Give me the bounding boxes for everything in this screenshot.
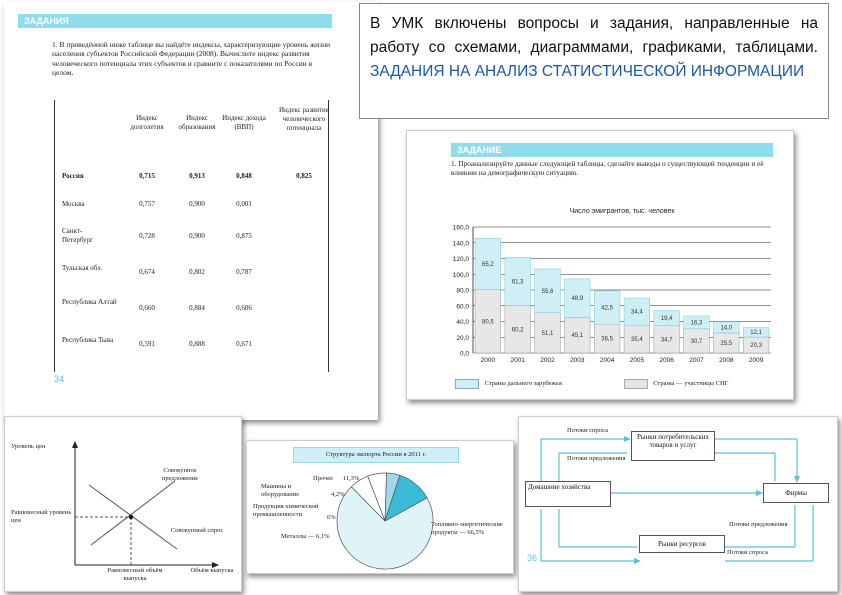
flow-supply-right-label: Потоки предложения [729,521,788,528]
pie-label-chemical: Продукция химической промышленности [253,503,319,518]
flow-arrow [794,476,800,483]
column-header-income: Индекс дохода (ВВП) [222,114,266,131]
column-header-education: Индекс образования [178,114,216,131]
data-label-cis: 20,3 [750,343,762,350]
legend-swatch-far [455,379,479,389]
page-number: 34 [54,374,65,384]
data-label-far-abroad: 19,4 [660,316,673,323]
row-value: 0,757 [139,200,155,208]
supply-label: Совокупное предложение [161,467,199,482]
data-label-cis: 45,1 [571,333,584,340]
x-tick-label: 2004 [599,357,615,364]
row-value: 0,900 [189,200,205,208]
y-tick-label: 140,0 [452,240,469,248]
row-value: 0,888 [189,340,205,348]
flow-arrow [624,436,631,442]
table-vertical-rule [54,100,55,372]
legend-swatch-cis [624,379,648,389]
row-value: 0,884 [189,304,205,312]
row-value: 0,913 [189,172,205,180]
row-region: Санкт-Петербург [62,227,93,244]
row-region: Москва [62,200,85,208]
chart-legend [455,379,785,389]
price-axis-label: Уровень цен [11,443,46,450]
data-label-cis: 30,7 [690,338,703,345]
x-tick-label: 2001 [510,357,525,364]
row-value: 0,875 [236,232,252,240]
goods-market-box: Рынки потребительских товаров и услуг [631,431,715,461]
x-tick-label: 2006 [659,357,674,364]
row-region: Республика Тыва [62,336,114,344]
y-tick-label: 0,0 [459,350,469,358]
flow-panel [518,416,838,592]
pie-label-machinery-value: 4,2% [331,491,345,498]
pie-label-fuel: Топливно-энергетические продукты — 66,5% [431,521,503,536]
equilibrium-price-label: Равновесный уровень цен [11,509,72,524]
row-value: 0,787 [236,268,252,276]
x-tick-label: 2003 [570,357,585,364]
chart-panel-header: ЗАДАНИЕ [451,143,773,157]
table-panel [4,2,378,420]
demand-label: Совокупный спрос [170,527,224,534]
flow-demand-bottom-label: Потоки спроса [727,549,768,556]
callout-text: В УМК включены вопросы и задания, направленные на работу со схемами, диаграммами, графиками, таблицами. [370,15,818,56]
firms-box: Фирмы [763,483,829,503]
row-value: 0,715 [139,172,155,180]
row-value: 0,848 [236,172,252,180]
table-vertical-rule-right [328,100,329,372]
row-value: 0,728 [139,232,155,240]
output-axis-label: Объём выпуска [190,567,234,574]
table-panel-header: ЗАДАНИЯ [18,14,332,28]
row-value: 0,825 [296,172,312,180]
y-tick-label: 80,0 [456,287,469,295]
data-label-cis: 25,5 [720,340,733,347]
flow-arrow [756,490,763,496]
pie-label-machinery-text: Машины и оборудование [261,483,300,498]
table-panel-task: 1. В приведённой ниже таблице вы найдёте индексы, характеризующие уровень жизни населения субъектов Российской Федерации (2008). Вычислите индекс развития человеческого потенциала этих субъектов и сравните с показателями по России в целом. [52,40,331,78]
x-tick-label: 2002 [540,357,555,364]
row-region: Россия [62,172,84,180]
chart-title: Число эмигрантов, тыс. человек [569,208,675,215]
pie-label-chemical-value: 6% [327,514,336,521]
row-value: 0,660 [139,304,155,312]
chart-panel [406,130,794,400]
data-label-far-abroad: 34,4 [631,309,643,316]
pie-panel [246,440,514,574]
data-label-far-abroad: 12,1 [750,330,762,337]
y-tick-label: 160,0 [452,224,469,232]
callout-textbox [359,3,829,119]
y-tick-label: 40,0 [456,319,469,326]
emigrants-bar-chart [407,131,795,401]
data-label-cis: 51,1 [541,330,554,337]
equilibrium-point [129,515,133,519]
equilibrium-output-label: Равновесный объём выпуска [107,567,163,582]
callout-highlight: ЗАДАНИЯ НА АНАЛИЗ СТАТИСТИЧЕСКОЙ ИНФОРМАЦИИ [370,63,805,80]
column-header-hdi: Индекс развития человеческого потенциала [278,106,329,132]
column-header-longevity: Индекс долголетия [130,114,164,131]
legend-item-cis [624,380,729,387]
pie-label-fuel-text: Топливно-энергетические продукты [431,521,503,536]
pie-label-metals-value: 6,1% [316,533,330,540]
legend-item-far [455,380,564,387]
data-label-cis: 60,2 [511,327,524,334]
pie-label-fuel-value: 66,5% [467,528,485,536]
x-tick-label: 2005 [629,357,645,364]
data-label-far-abroad: 14,0 [720,325,733,332]
y-tick-label: 100,0 [452,271,469,279]
row-value: 0,606 [236,304,252,312]
legend-label-far: Страны дальнего зарубежья [484,380,562,388]
y-axis-arrow [72,441,78,448]
row-region: Тульская обл. [62,264,103,272]
y-tick-label: 60,0 [456,303,469,311]
data-label-far-abroad: 42,5 [601,305,613,312]
row-value: 0,001 [236,200,252,208]
flow-arrow [634,558,641,564]
x-tick-label: 2008 [719,357,734,364]
y-tick-label: 120,0 [452,256,469,263]
row-value: 0,802 [189,268,205,276]
supply-demand-panel [4,416,242,592]
x-tick-label: 2000 [480,357,496,364]
row-value: 0,671 [236,340,252,348]
chart-panel-task: 1. Проанализируйте данные следующей таблицы, сделайте выводы о существующей тенденции и её влиянии на демографическую ситуацию. [451,159,764,178]
data-label-far-abroad: 16,3 [690,320,703,327]
data-label-far-abroad: 55,6 [541,288,554,295]
data-label-cis: 36,5 [601,336,613,343]
supply-curve [91,481,175,545]
data-label-far-abroad: 65,2 [482,261,494,268]
x-tick-label: 2007 [689,357,704,364]
row-value: 0,674 [139,268,155,276]
pie-label-other [313,475,359,483]
pie-label-other-value: 11,3% [342,475,360,482]
pie-label-metals: Металлы — 6,1% [281,533,330,540]
x-tick-label: 2009 [748,357,764,364]
data-label-cis: 80,5 [482,319,494,326]
row-value: 0,900 [189,232,205,240]
pie-label-other-text: Прочее [313,475,334,482]
data-label-far-abroad: 48,9 [571,296,584,303]
row-region: Республика Алтай [62,298,117,306]
page-number: 36 [527,553,538,563]
data-label-cis: 35,4 [631,337,643,344]
pie-label-machinery [261,483,327,499]
data-label-cis: 34,7 [660,337,673,344]
data-label-far-abroad: 61,3 [511,279,524,286]
flow-supply-left-label: Потоки предложения [567,455,626,462]
resource-market-box: Рынки ресурсов [639,535,725,553]
pie-title: Структура экспорта России в 2011 г. [325,451,427,458]
households-box: Домашние хозяйства [525,481,611,507]
row-value: 0,591 [139,340,155,348]
y-tick-label: 20,0 [456,334,469,342]
legend-label-cis: Страны — участницы СНГ [653,380,729,388]
pie-label-metals-text: Металлы [281,533,307,540]
flow-demand-top-label: Потоки спроса [567,427,608,434]
